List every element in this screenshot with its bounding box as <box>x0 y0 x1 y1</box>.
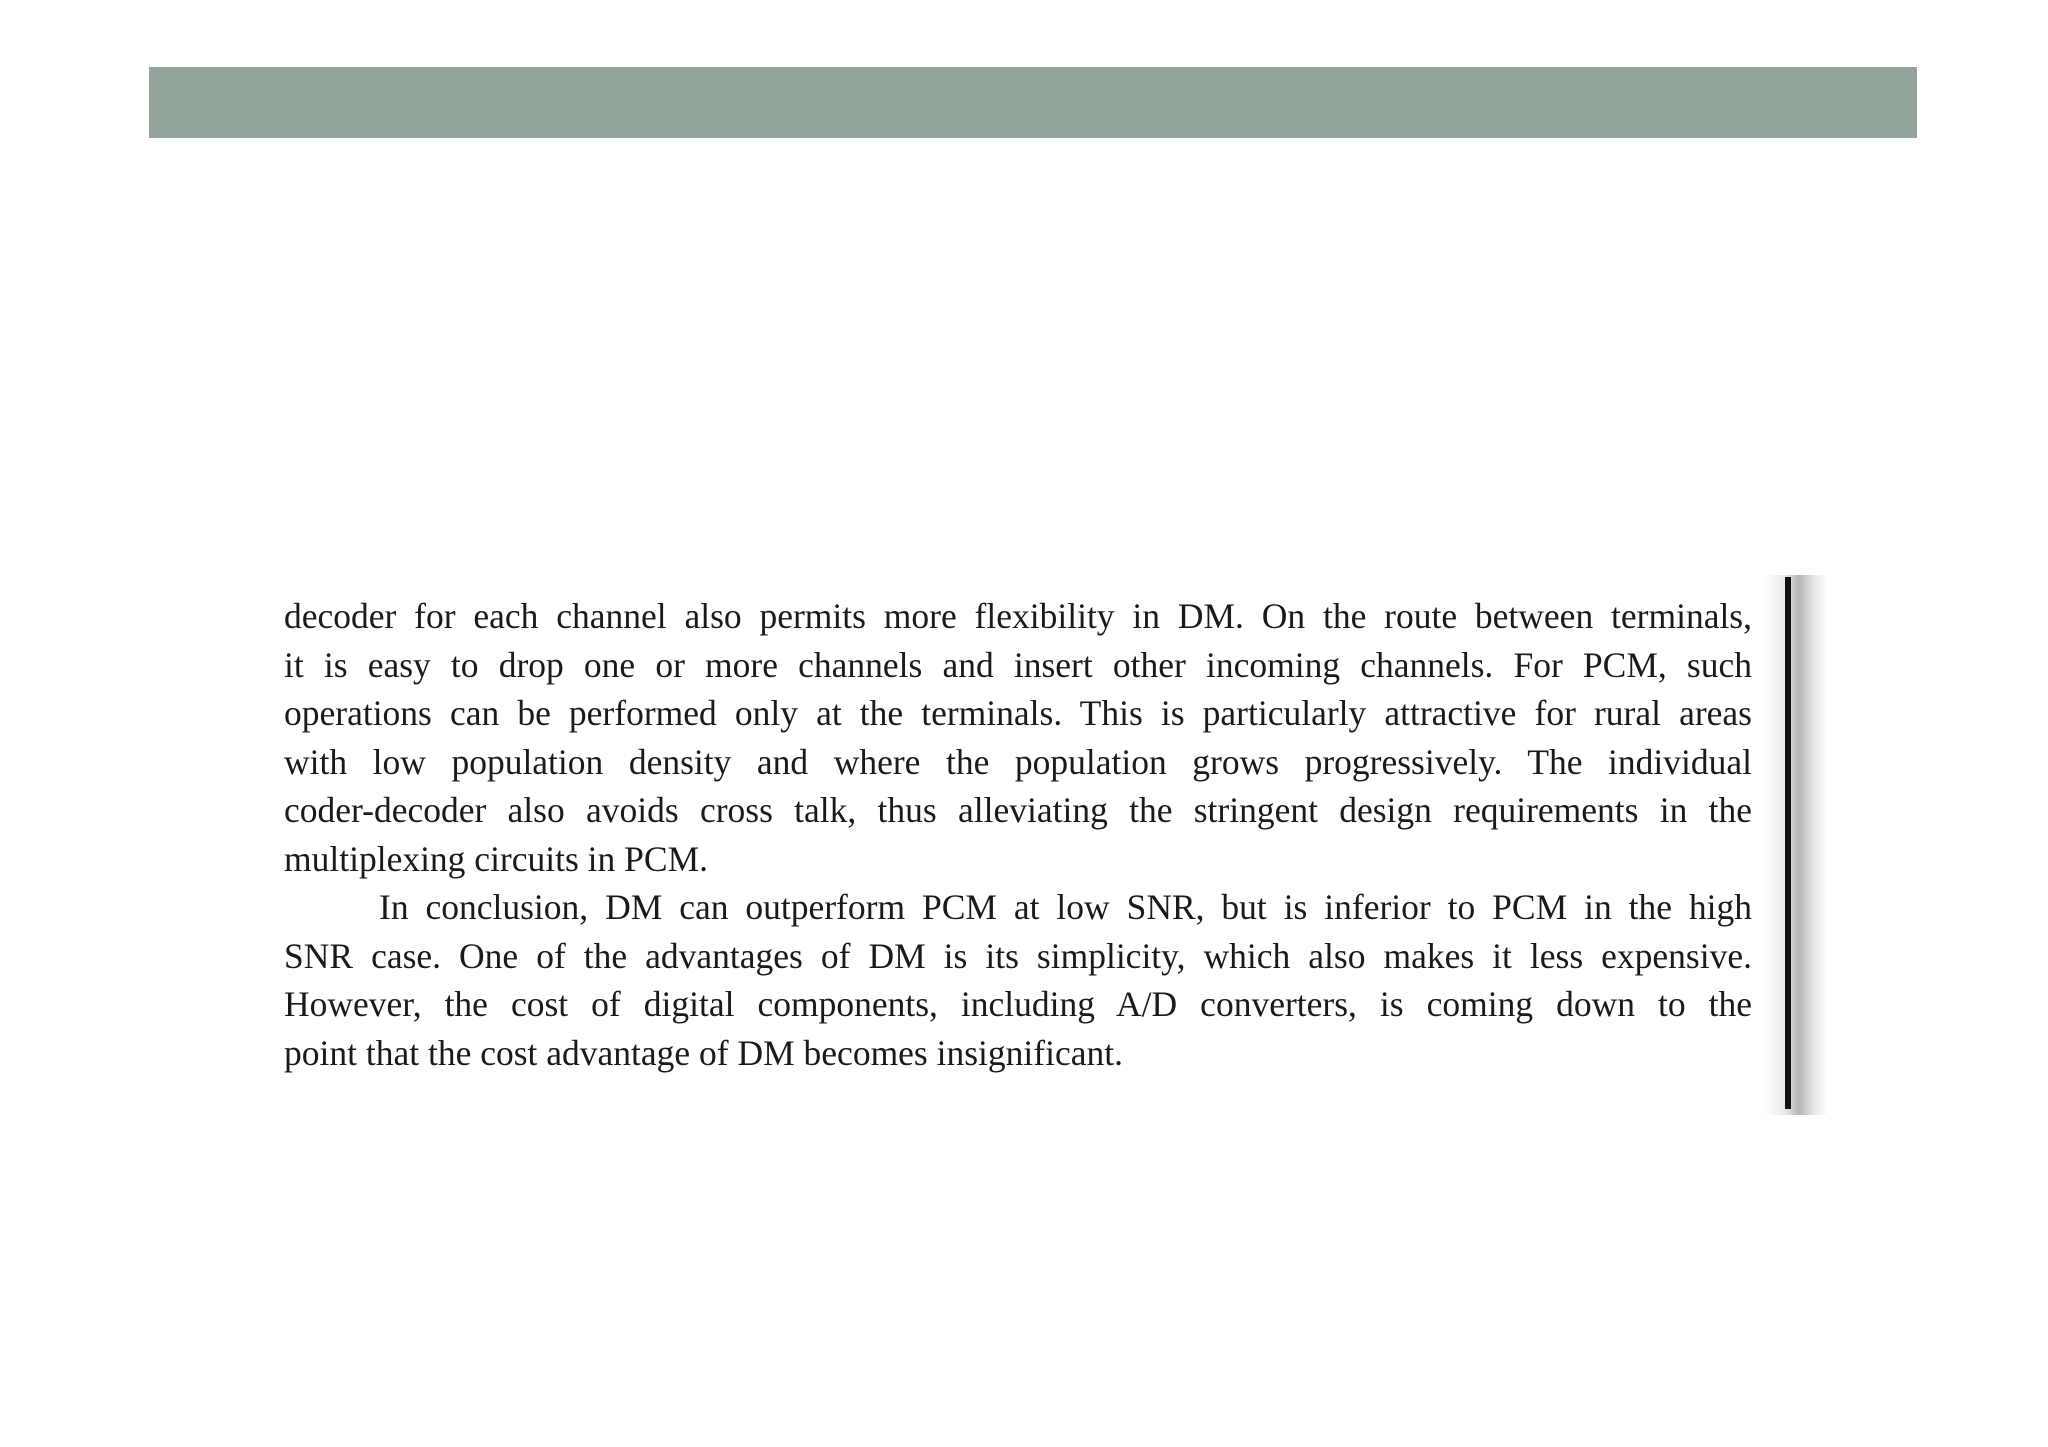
text-line: operations can be performed only at the terminals. This is particularly attractive for rural areas <box>284 693 1752 733</box>
text-line: multiplexing circuits in PCM. <box>284 838 709 879</box>
text-line: with low population density and where the population grows progressively. The individual <box>284 741 1752 782</box>
text-line: point that the cost advantage of DM becomes insignificant. <box>284 1032 1123 1073</box>
paragraph-2 <box>284 883 1752 1077</box>
body-text <box>284 592 1752 1077</box>
text-line: it is easy to drop one or more channels and insert other incoming channels. For PCM, such <box>284 644 1752 685</box>
scanned-page-excerpt <box>268 575 1828 1115</box>
text-line: However, the cost of digital components, including A/D converters, is coming down to the <box>284 984 1752 1024</box>
slide-title-bar <box>149 67 1917 138</box>
paragraph-1 <box>284 592 1752 883</box>
text-line: decoder for each channel also permits more flexibility in DM. On the route between terminals, <box>284 596 1752 636</box>
text-line: In conclusion, DM can outperform PCM at low SNR, but is inferior to PCM in the high <box>379 887 1752 927</box>
scan-page-edge-shadow <box>1763 575 1828 1115</box>
text-line: coder-decoder also avoids cross talk, thus alleviating the stringent design requirements in the <box>284 790 1752 830</box>
text-line: SNR case. One of the advantages of DM is its simplicity, which also makes it less expensive. <box>284 935 1752 976</box>
scan-page-edge-line <box>1785 577 1791 1109</box>
